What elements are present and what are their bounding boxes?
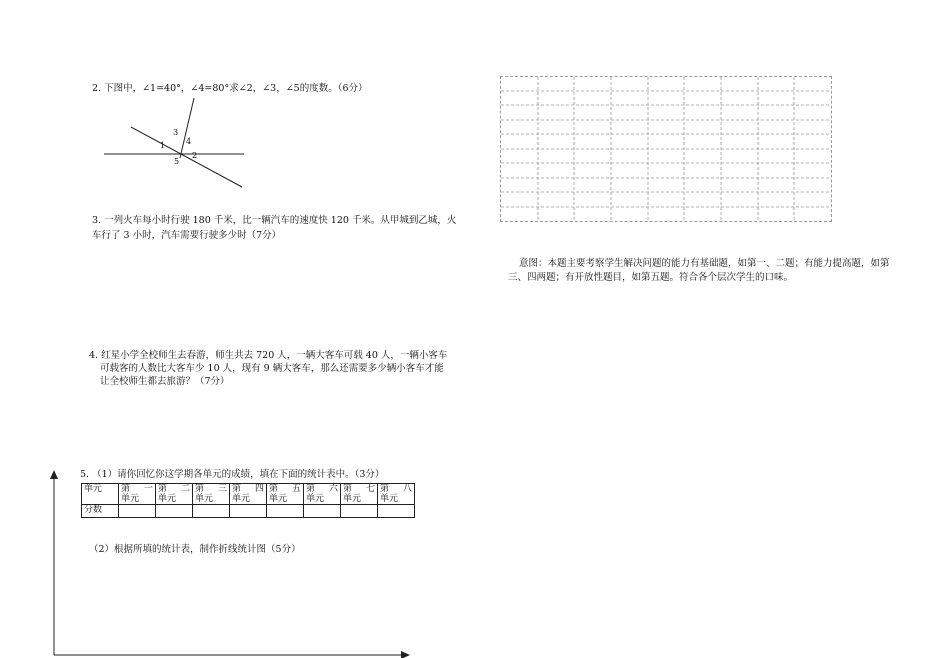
table-cell-unit-6: 第六 单元 <box>304 484 341 505</box>
unit-score-table <box>81 483 415 518</box>
question-4-line-1: 4. 红星小学全校师生去春游，师生共去 720 人，一辆大客车可载 40 人，一辆小客车 <box>89 350 448 361</box>
table-header-score: 分数 <box>82 505 119 518</box>
diagonal-line <box>131 127 242 187</box>
table-cell-unit-4: 第四 单元 <box>230 484 267 505</box>
score-cell-6[interactable] <box>304 505 341 518</box>
score-cell-7[interactable] <box>341 505 378 518</box>
angle-label-3: 3 <box>173 128 179 137</box>
table-cell-unit-3: 第三 单元 <box>193 484 230 505</box>
question-4-line-3: 让全校师生都去旅游？（7分） <box>100 376 230 387</box>
question-5-part-1: 5. （1）请你回忆你这学期各单元的成绩，填在下面的统计表中。（3分） <box>80 469 385 480</box>
score-cell-2[interactable] <box>156 505 193 518</box>
score-cell-3[interactable] <box>193 505 230 518</box>
score-cell-4[interactable] <box>230 505 267 518</box>
score-cell-1[interactable] <box>119 505 156 518</box>
table-cell-unit-8: 第八 单元 <box>378 484 415 505</box>
table-header-unit: 单元 <box>82 484 119 505</box>
intent-line-2: 三、四两题；有开放性题目，如第五题。符合各个层次学生的口味。 <box>508 272 794 283</box>
steep-line <box>180 98 194 158</box>
x-axis-arrow-icon <box>401 651 410 658</box>
angle-label-4: 4 <box>186 137 192 146</box>
score-cell-5[interactable] <box>267 505 304 518</box>
angle-label-2: 2 <box>192 151 198 160</box>
table-row <box>82 484 415 505</box>
table-row <box>82 505 415 518</box>
question-3-line-2: 车行了 3 小时，汽车需要行驶多少时（7分） <box>92 230 282 241</box>
table-cell-unit-5: 第五 单元 <box>267 484 304 505</box>
question-2-text: 2. 下图中，∠1=40°，∠4=80°求∠2，∠3，∠5的度数。（6分） <box>92 83 368 94</box>
answer-grid <box>500 76 832 222</box>
y-axis-arrow-icon <box>50 470 58 479</box>
table-cell-unit-1: 第一 单元 <box>119 484 156 505</box>
angle-label-5: 5 <box>174 157 180 166</box>
angle-label-1: 1 <box>160 141 166 150</box>
table-cell-unit-2: 第二 单元 <box>156 484 193 505</box>
question-5-part-2: （2）根据所填的统计表，制作折线统计图（5分） <box>89 544 301 555</box>
question-4-line-2: 可载客的人数比大客车少 10 人，现有 9 辆大客车，那么还需要多少辆小客车才能 <box>100 363 444 374</box>
table-cell-unit-7: 第七 单元 <box>341 484 378 505</box>
score-cell-8[interactable] <box>378 505 415 518</box>
answer-grid-lines <box>501 77 831 221</box>
question-3-line-1: 3. 一列火车每小时行驶 180 千米，比一辆汽车的速度快 120 千米。从甲城到乙城，火 <box>92 215 457 226</box>
intent-line-1: 意图：本题主要考察学生解决问题的能力有基础题，如第一、二题；有能力提高题，如第 <box>519 258 890 269</box>
